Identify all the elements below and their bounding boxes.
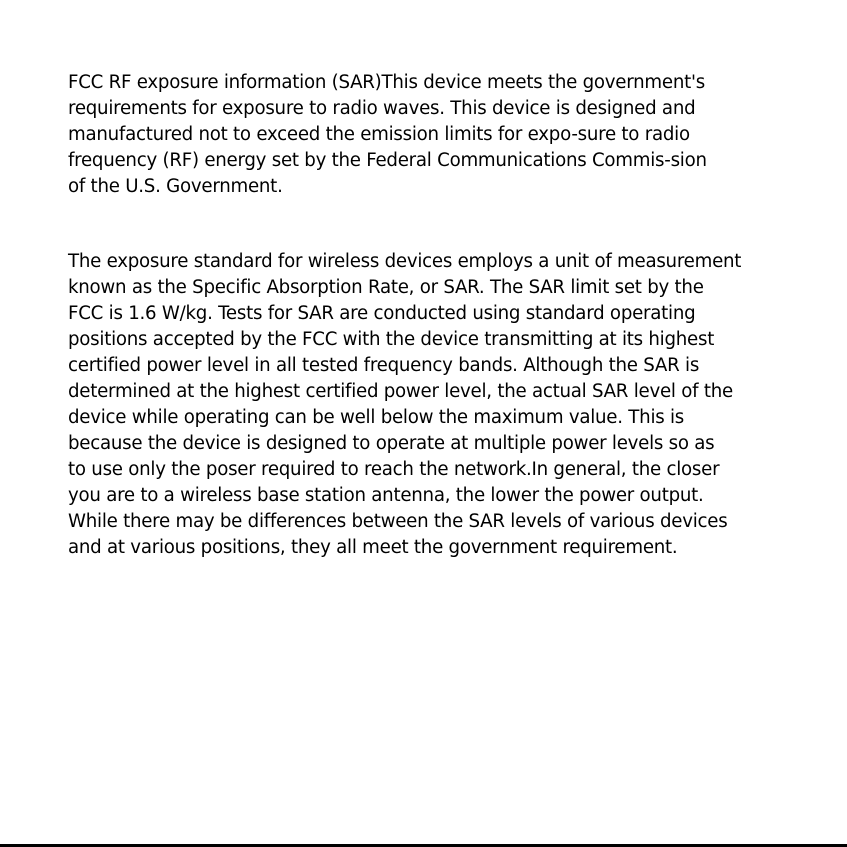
paragraph-line: frequency (RF) energy set by the Federal Communications Commis-sion	[68, 150, 707, 171]
paragraph-line: The exposure standard for wireless devices employs a unit of measurement	[68, 251, 742, 272]
paragraph-line: positions accepted by the FCC with the device transmitting at its highest	[68, 329, 715, 350]
paragraph-line: requirements for exposure to radio waves. This device is designed and	[68, 98, 696, 119]
paragraph-line: you are to a wireless base station antenna, the lower the power output.	[68, 485, 704, 506]
paragraph-line: because the device is designed to operate at multiple power levels so as	[68, 433, 715, 454]
paragraph-line: device while operating can be well below the maximum value. This is	[68, 407, 685, 428]
paragraph-line: of the U.S. Government.	[68, 176, 283, 197]
paragraph-line: While there may be differences between the SAR levels of various devices	[68, 511, 728, 532]
paragraph-line: manufactured not to exceed the emission limits for expo-sure to radio	[68, 124, 690, 145]
paragraph-line: FCC is 1.6 W/kg. Tests for SAR are conducted using standard operating	[68, 303, 696, 324]
paragraph-line: FCC RF exposure information (SAR)This device meets the government's	[68, 72, 705, 93]
paragraph-line: known as the Specific Absorption Rate, or SAR. The SAR limit set by the	[68, 277, 704, 298]
sar-standard-paragraph	[68, 249, 788, 561]
fcc-rf-exposure-paragraph	[68, 70, 788, 200]
paragraph-line: determined at the highest certified power level, the actual SAR level of the	[68, 381, 733, 402]
paragraph-line: and at various positions, they all meet the government requirement.	[68, 537, 678, 558]
paragraph-line: certified power level in all tested frequency bands. Although the SAR is	[68, 355, 700, 376]
paragraph-line: to use only the poser required to reach the network.In general, the closer	[68, 459, 720, 480]
